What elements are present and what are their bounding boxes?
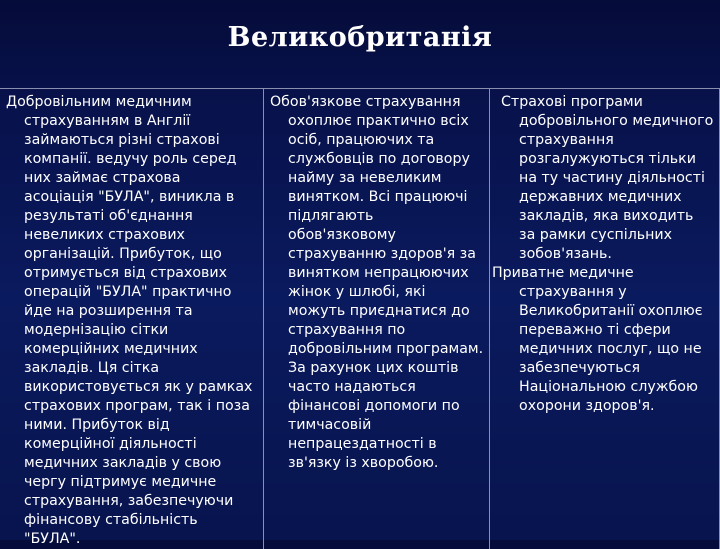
slide-title: Великобританія <box>227 22 493 53</box>
column-voluntary-insurance: Добровільним медичним страхуванням в Англії займаються різні страхові компанії. ведучу роль серед них займає страхова асоціація "БУЛА", виникла в результаті об'єднання невеликих страхових організацій. Прибуток, що отримується від страхових операцій "БУЛА" практично йде на розширення та модернізацію сітки комерційних медичних закладів. Ця сітка використовується як у рамках страхових програм, так і поза ними. Прибуток від комерційної діяльності медичних закладів у свою чергу підтримує медичне страхування, забезпечуючи фінансову стабільність "БУЛА". <box>0 89 264 549</box>
content-table <box>0 88 720 549</box>
column-insurance-programs: Страхові програми добровільного медичного страхування розгалужуються тільки на ту частину діяльності державних медичних закладів, яка виходить за рамки суспільних зобов'язань. Приватне медичне страхування у Великобританії охоплює переважно ті сфери медичних послуг, що не забезпечуються Національною службою охорони здоров'я. <box>490 89 720 549</box>
column-mandatory-insurance: Обов'язкове страхування охоплює практично всіх осіб, працюючих та службовців по договору найму за невеликим винятком. Всі працюючі підлягають обов'язковому страхуванню здоров'я за винятком непрацюючих жінок у шлюбі, які можуть приєднатися до страхування по добровільним програмам. За рахунок цих коштів часто надаються фінансові допомоги по тимчасовій непрацездатності в зв'язку із хворобою. <box>264 89 490 549</box>
